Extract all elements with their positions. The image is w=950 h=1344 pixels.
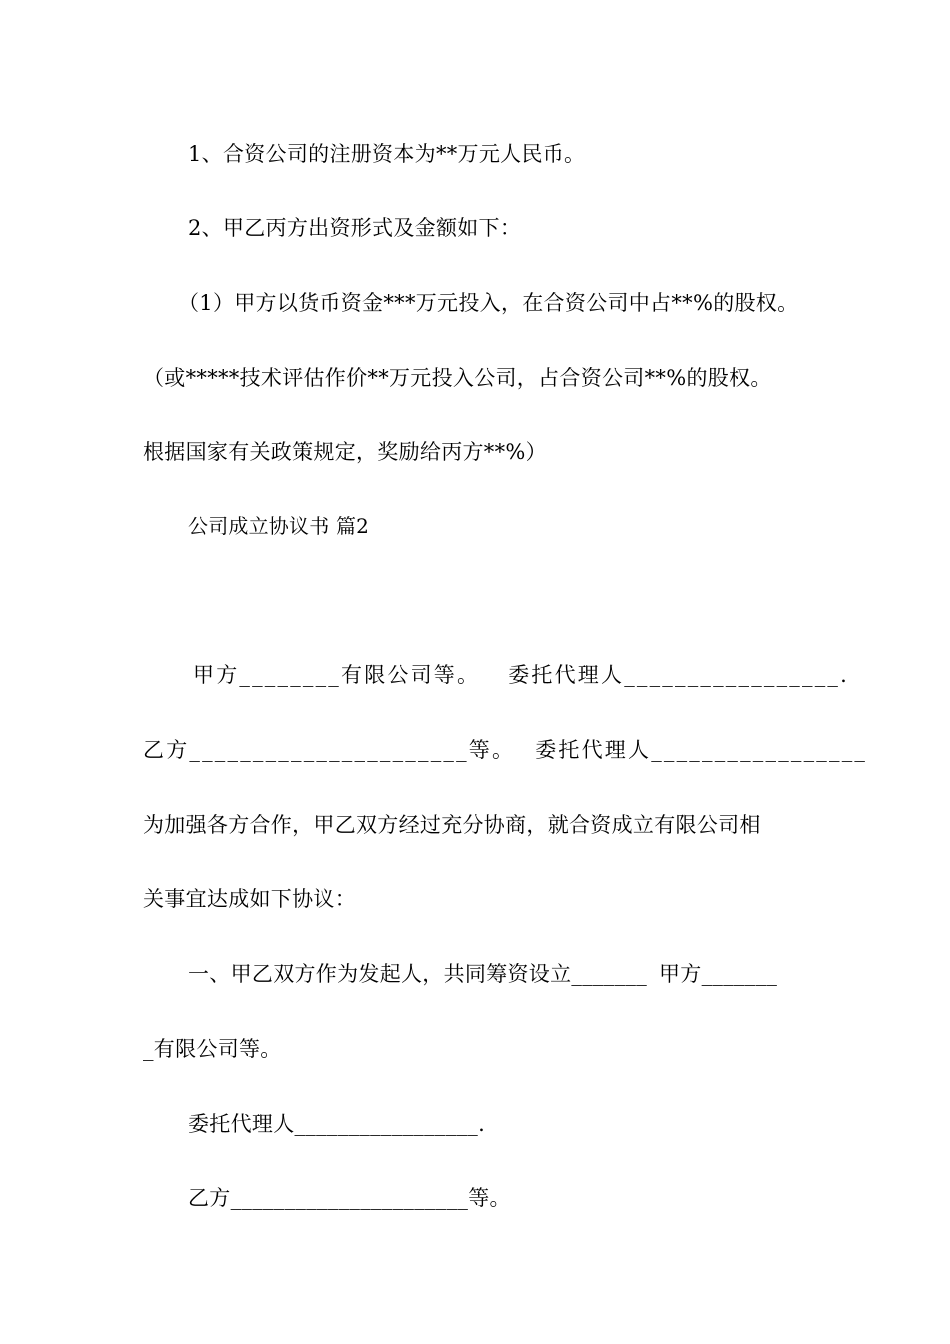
party-b-line (143, 736, 867, 764)
clause-one-party-a: 甲方_______ (659, 962, 778, 986)
clause-agent-line: 委托代理人_________________. (188, 1112, 486, 1136)
paragraph-technology-valuation: （或*****技术评估作价**万元投入公司，占合资公司**%的股权。 (143, 366, 772, 390)
paragraph-contribution-form: 2、甲乙丙方出资形式及金额如下： (188, 216, 522, 240)
paragraph-registered-capital: 1、合资公司的注册资本为**万元人民币。 (188, 142, 586, 166)
party-b-name: 乙方______________________等。 (143, 738, 516, 762)
clause-one-continued: _有限公司等。 (143, 1037, 282, 1061)
party-a-line (193, 661, 849, 689)
party-a-name: 甲方________有限公司等。 (193, 663, 481, 687)
clause-one-text: 一、甲乙双方作为发起人，共同筹资设立_______ (188, 962, 647, 986)
paragraph-party-a-cash: （1）甲方以货币资金***万元投入，在合资公司中占**%的股权。 (178, 291, 799, 315)
paragraph-cooperation: 为加强各方合作，甲乙双方经过充分协商，就合资成立有限公司相 (143, 813, 761, 837)
party-b-agent: 委托代理人_________________ (535, 738, 868, 762)
clause-party-b-line: 乙方______________________等。 (188, 1186, 511, 1210)
paragraph-agreement-intro: 关事宜达成如下协议： (143, 887, 356, 911)
party-a-agent: 委托代理人_________________. (508, 663, 849, 687)
section-heading: 公司成立协议书 篇2 (188, 514, 370, 538)
paragraph-reward-party-c: 根据国家有关政策规定，奖励给丙方**%） (143, 440, 547, 464)
clause-one-line (188, 960, 777, 988)
